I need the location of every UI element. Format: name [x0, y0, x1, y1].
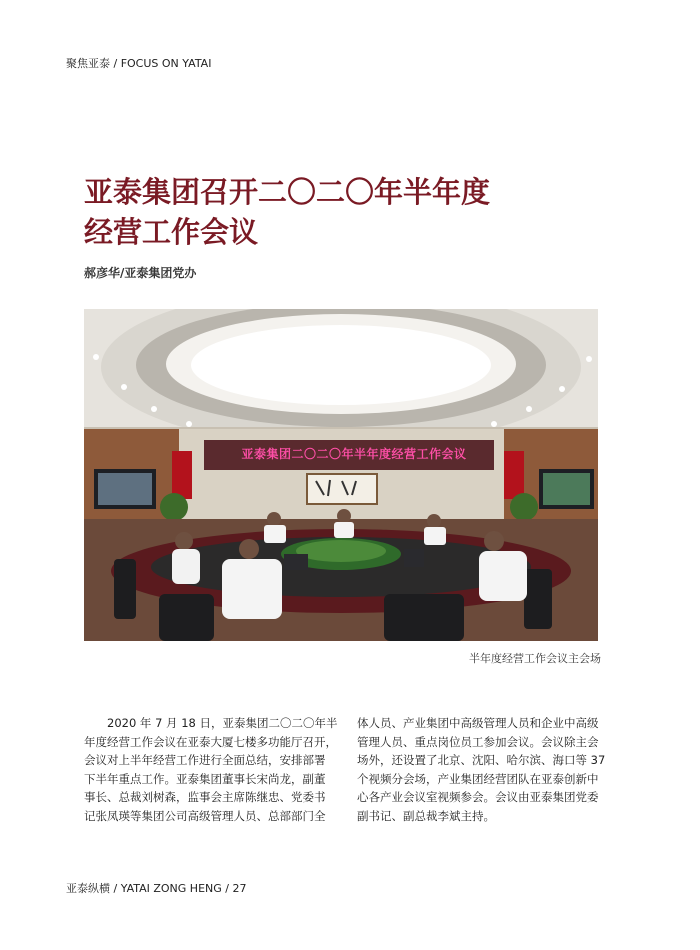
body-line: 事长、总裁刘树森，监事会主席陈继忠、党委书 [84, 790, 326, 805]
meeting-photo-illustration [84, 309, 598, 641]
meeting-photo [84, 309, 598, 641]
body-line: 下半年重点工作。亚泰集团董事长宋尚龙，副董 [84, 771, 326, 786]
body-column-right [357, 714, 621, 826]
meeting-banner-text: 亚泰集团二〇二〇年半年度经营工作会议 [241, 447, 467, 461]
body-line: 2020 年 7 月 18 日，亚泰集团二〇二〇年半 [107, 716, 338, 730]
body-line: 体人员、产业集团中高级管理人员和企业中高级 [357, 716, 599, 730]
article-byline: 郝彦华/亚泰集团党办 [84, 266, 197, 280]
photo-caption: 半年度经营工作会议主会场 [469, 652, 601, 665]
body-line: 记张凤瑛等集团公司高级管理人员、总部部门全 [84, 808, 326, 823]
body-line: 副书记、副总裁李斌主持。 [357, 808, 495, 823]
body-line: 个视频分会场，产业集团经营团队在亚泰创新中 [357, 771, 599, 786]
article-title [84, 172, 490, 252]
body-line: 场外，还设置了北京、沈阳、哈尔滨、海口等 37 [357, 753, 606, 768]
article-title-line-1: 亚泰集团召开二〇二〇年半年度 [84, 175, 491, 209]
article-title-line-2: 经营工作会议 [84, 215, 259, 249]
body-line: 年度经营工作会议在亚泰大厦七楼多功能厅召开， [84, 734, 337, 749]
body-line: 心各产业会议室视频参会。会议由亚泰集团党委 [357, 790, 599, 805]
section-header: 聚焦亚泰 / FOCUS ON YATAI [66, 57, 212, 70]
body-line: 会议对上半年经营工作进行全面总结，安排部署 [84, 753, 326, 768]
body-line: 管理人员、重点岗位员工参加会议。会议除主会 [357, 734, 599, 749]
body-column-left [84, 714, 352, 826]
page-footer: 亚泰纵横 / YATAI ZONG HENG / 27 [66, 882, 247, 895]
